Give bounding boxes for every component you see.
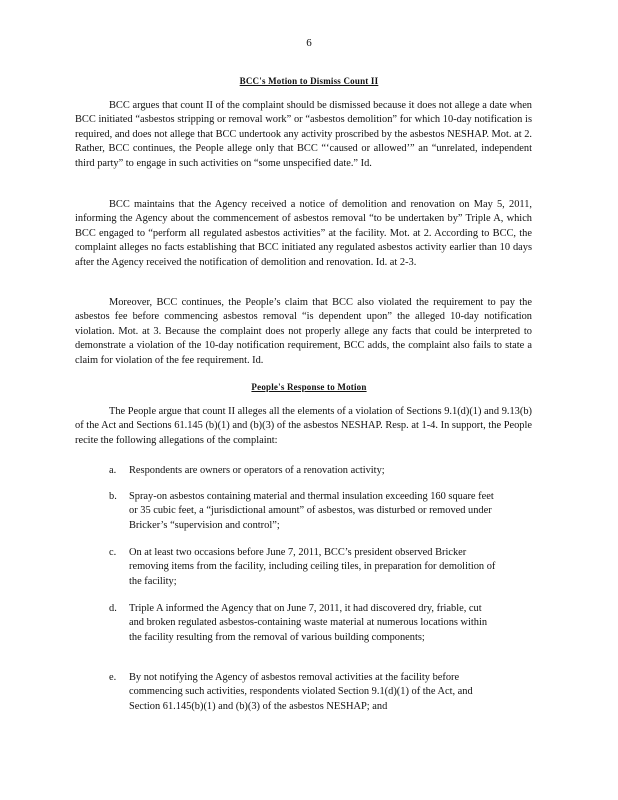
paragraph-people-argue: The People argue that count II alleges all the elements of a violation of Sections 9.1(d)(1) and 9.13(b) of the Act and Sections 61.145 (b)(1) and (b)(3) of the asbestos NESHAP. Resp. at 1-4. In support, the People recite the following allegations of the complaint: (75, 406, 532, 446)
list-item-text: By not notifying the Agency of asbestos removal activities at the facility before commencing such activities, respondents violated Section 9.1(d)(1) of the Act, and Section 61.145(b)(1) and (b)(3) of the asbestos NESHAP; and (129, 672, 473, 712)
list-item-text: Spray-on asbestos containing material and thermal insulation exceeding 160 square feet or 35 cubic feet, a “jurisdictional amount” of asbestos, was disturbed or removed under Bricker’s “supervision and control”; (129, 491, 494, 531)
list-item-text: On at least two occasions before June 7, 2011, BCC’s president observed Bricker removing items from the facility, including ceiling tiles, in preparation for demolition of the facility; (129, 547, 496, 587)
section-heading-motion: BCC's Motion to Dismiss Count II (239, 76, 379, 86)
page-number: 6 (306, 37, 312, 49)
paragraph-bcc-argues: BCC argues that count II of the complaint should be dismissed because it does not allege a date when BCC initiated “asbestos stripping or removal work” or “asbestos demolition” for which 10-day notification is required, and does not allege that BCC undertook any activity proscribed by the asbestos NESHAP. Mot. at 2. Rather, BCC continues, the People allege only that BCC “‘caused or allowed’” an “unrelated, independent third party” to engage in such activities on “some unspecified date.” Id. (75, 100, 532, 169)
list-item-text: Respondents are owners or operators of a renovation activity; (129, 465, 385, 476)
list-item-text: Triple A informed the Agency that on June 7, 2011, it had discovered dry, friable, cut and broken regulated asbestos-containing waste material at numerous locations within the facility resulting from the removal of various building components; (129, 603, 488, 643)
paragraph-moreover: Moreover, BCC continues, the People’s claim that BCC also violated the requirement to pay the asbestos fee before commencing asbestos removal “is dependent upon” the alleged 10-day notification violation. Mot. at 3. Because the complaint does not properly allege any facts that could be interpreted to demonstrate a violation of the 10-day notification requirement, BCC adds, the complaint also fails to state a claim for violation of the fee requirement. Id. (75, 297, 532, 366)
paragraph-bcc-maintains: BCC maintains that the Agency received a notice of demolition and renovation on May 5, 2011, informing the Agency about the commencement of asbestos removal “to be undertaken by” Triple A, which BCC engaged to “perform all regulated asbestos activities” at the facility. Mot. at 2. According to BCC, the complaint alleges no facts establishing that BCC initiated any regulated asbestos activity earlier than 10 days after the Agency received the notification of demolition and renovation. Id. at 2-3. (75, 199, 532, 268)
section-heading-response: People's Response to Motion (251, 382, 367, 392)
list-marker: a. (109, 465, 117, 476)
list-marker: e. (109, 672, 117, 683)
list-marker: d. (109, 603, 117, 614)
list-marker: c. (109, 547, 117, 558)
list-marker: b. (109, 491, 117, 502)
